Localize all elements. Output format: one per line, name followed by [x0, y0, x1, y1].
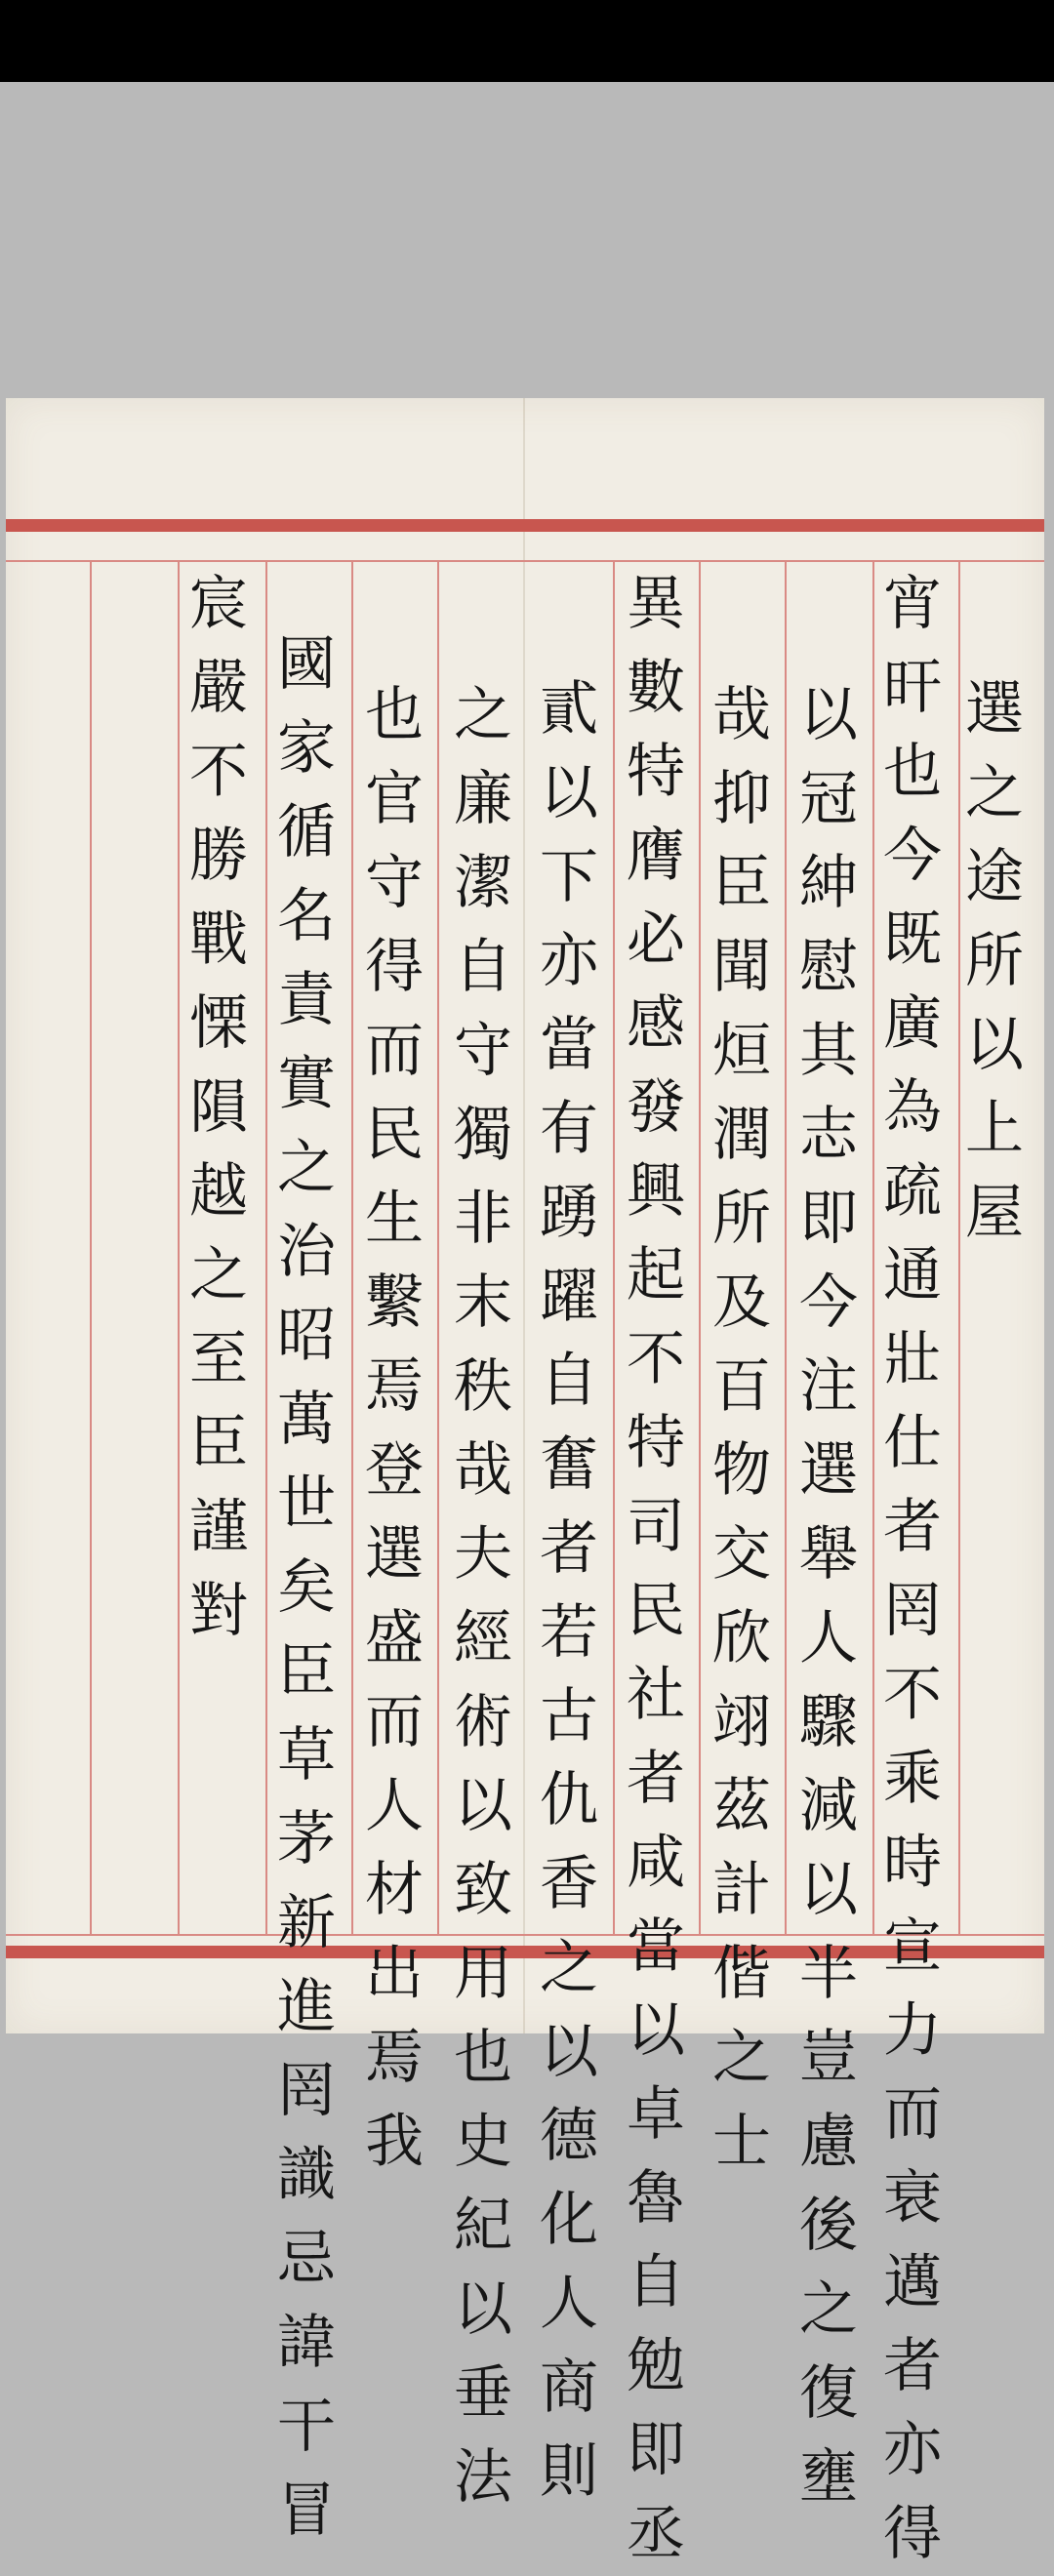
- character: 感: [627, 989, 685, 1058]
- top-red-band: [6, 519, 1044, 532]
- text-column: [883, 562, 942, 2576]
- character: 垂: [454, 2359, 512, 2428]
- text-column: [540, 667, 598, 2514]
- character: 貳: [540, 675, 598, 744]
- character: 家: [277, 714, 336, 783]
- character: 諱: [277, 2309, 336, 2377]
- character: 交: [712, 1520, 771, 1589]
- character: 欣: [712, 1604, 771, 1672]
- character: 材: [365, 1856, 424, 1924]
- character: 異: [627, 570, 685, 638]
- character: 秩: [454, 1352, 512, 1421]
- character: 百: [712, 1352, 771, 1421]
- character: 人: [365, 1772, 424, 1840]
- character: 衰: [883, 2164, 942, 2233]
- column-rule: [265, 562, 267, 1936]
- character: 夫: [454, 1520, 512, 1589]
- character: 經: [454, 1604, 512, 1672]
- character: 廉: [454, 765, 512, 833]
- character: 士: [712, 2108, 771, 2176]
- character: 末: [454, 1268, 512, 1337]
- character: 致: [454, 1856, 512, 1924]
- character: 特: [627, 1409, 685, 1477]
- character: 屋: [965, 1179, 1024, 1247]
- character: 責: [277, 966, 336, 1034]
- character: 魯: [627, 2164, 685, 2233]
- character: 冠: [799, 765, 858, 833]
- character: 力: [883, 1996, 942, 2065]
- character: 之: [712, 2024, 771, 2092]
- character: 旰: [883, 654, 942, 722]
- character: 邁: [883, 2248, 942, 2316]
- character: 下: [540, 843, 598, 911]
- character: 通: [883, 1241, 942, 1309]
- character: 選: [965, 675, 1024, 744]
- character: 守: [365, 849, 424, 917]
- text-column: [365, 673, 424, 2184]
- character: 物: [712, 1436, 771, 1505]
- character: 及: [712, 1268, 771, 1337]
- column-rule: [699, 562, 701, 1936]
- character: 以: [540, 2018, 598, 2086]
- character: 慮: [799, 2108, 858, 2176]
- character: 發: [627, 1073, 685, 1142]
- column-rule: [613, 562, 615, 1936]
- column-rule: [958, 562, 960, 1936]
- character: 今: [799, 1268, 858, 1337]
- character: 烜: [712, 1017, 771, 1085]
- character: 紳: [799, 849, 858, 917]
- character: 謹: [189, 1493, 248, 1561]
- character: 自: [627, 2248, 685, 2316]
- character: 之: [965, 759, 1024, 827]
- character: 非: [454, 1185, 512, 1253]
- character: 復: [799, 2359, 858, 2428]
- character: 以: [965, 1011, 1024, 1079]
- character: 上: [965, 1095, 1024, 1163]
- text-column: [627, 562, 685, 2576]
- character: 咸: [627, 1829, 685, 1897]
- character: 史: [454, 2108, 512, 2176]
- text-column: [277, 623, 336, 2553]
- character: 乘: [883, 1745, 942, 1813]
- character: 後: [799, 2192, 858, 2260]
- character: 草: [277, 1721, 336, 1790]
- character: 世: [277, 1469, 336, 1538]
- character: 民: [365, 1101, 424, 1169]
- character: 即: [627, 2416, 685, 2484]
- character: 慰: [799, 933, 858, 1001]
- character: 以: [454, 1772, 512, 1840]
- character: 抑: [712, 765, 771, 833]
- character: 人: [540, 2270, 598, 2338]
- character: 翊: [712, 1688, 771, 1756]
- character: 宵: [883, 570, 942, 638]
- character: 罔: [883, 1577, 942, 1645]
- character: 疏: [883, 1157, 942, 1226]
- character: 哉: [712, 681, 771, 749]
- character: 途: [965, 843, 1024, 911]
- character: 也: [883, 738, 942, 806]
- column-rule: [785, 562, 787, 1936]
- character: 則: [540, 2437, 598, 2506]
- character: 臣: [189, 1409, 248, 1477]
- character: 其: [799, 1017, 858, 1085]
- character: 有: [540, 1095, 598, 1163]
- character: 所: [712, 1185, 771, 1253]
- character: 而: [365, 1017, 424, 1085]
- character: 進: [277, 1973, 336, 2041]
- character: 法: [454, 2443, 512, 2512]
- character: 而: [365, 1688, 424, 1756]
- character: 潔: [454, 849, 512, 917]
- character: 慄: [189, 989, 248, 1058]
- character: 忌: [277, 2225, 336, 2293]
- character: 茅: [277, 1805, 336, 1873]
- character: 識: [277, 2141, 336, 2209]
- character: 計: [712, 1856, 771, 1924]
- column-rule: [872, 562, 874, 1936]
- page-fold: [523, 398, 525, 2033]
- character: 以: [799, 1856, 858, 1924]
- character: 出: [365, 1940, 424, 2008]
- text-column: [799, 673, 858, 2519]
- character: 減: [799, 1772, 858, 1840]
- character: 潤: [712, 1101, 771, 1169]
- character: 自: [540, 1347, 598, 1415]
- character: 之: [799, 2275, 858, 2344]
- character: 壯: [883, 1325, 942, 1393]
- character: 特: [627, 738, 685, 806]
- character: 實: [277, 1050, 336, 1118]
- character: 司: [627, 1493, 685, 1561]
- character: 守: [454, 1017, 512, 1085]
- character: 當: [627, 1912, 685, 1981]
- character: 仕: [883, 1409, 942, 1477]
- character: 戰: [189, 906, 248, 974]
- character: 以: [627, 1996, 685, 2065]
- character: 繫: [365, 1268, 424, 1337]
- character: 以: [540, 759, 598, 827]
- character: 數: [627, 654, 685, 722]
- character: 志: [799, 1101, 858, 1169]
- character: 偕: [712, 1940, 771, 2008]
- character: 亦: [883, 2416, 942, 2484]
- character: 仇: [540, 1766, 598, 1834]
- character: 紀: [454, 2192, 512, 2260]
- character: 社: [627, 1661, 685, 1729]
- character: 矣: [277, 1553, 336, 1622]
- column-rule: [178, 562, 180, 1936]
- character: 以: [799, 681, 858, 749]
- character: 聞: [712, 933, 771, 1001]
- character: 臣: [712, 849, 771, 917]
- character: 不: [189, 738, 248, 806]
- character: 干: [277, 2393, 336, 2461]
- character: 名: [277, 882, 336, 950]
- character: 對: [189, 1577, 248, 1645]
- character: 者: [627, 1745, 685, 1813]
- character: 既: [883, 906, 942, 974]
- character: 宣: [883, 1912, 942, 1981]
- character: 自: [454, 933, 512, 1001]
- character: 至: [189, 1325, 248, 1393]
- character: 勝: [189, 822, 248, 890]
- character: 登: [365, 1436, 424, 1505]
- character: 者: [883, 2332, 942, 2400]
- character: 術: [454, 1688, 512, 1756]
- character: 焉: [365, 1352, 424, 1421]
- character: 選: [365, 1520, 424, 1589]
- character: 興: [627, 1157, 685, 1226]
- character: 即: [799, 1185, 858, 1253]
- character: 勉: [627, 2332, 685, 2400]
- character: 舉: [799, 1520, 858, 1589]
- character: 壅: [799, 2443, 858, 2512]
- character: 嚴: [189, 654, 248, 722]
- character: 茲: [712, 1772, 771, 1840]
- character: 得: [883, 2500, 942, 2568]
- character: 奮: [540, 1430, 598, 1499]
- character: 丞: [627, 2500, 685, 2568]
- character: 今: [883, 822, 942, 890]
- character: 德: [540, 2102, 598, 2170]
- character: 半: [799, 1940, 858, 2008]
- character: 必: [627, 906, 685, 974]
- character: 亦: [540, 927, 598, 995]
- character: 也: [454, 2024, 512, 2092]
- character: 循: [277, 798, 336, 866]
- status-bar: [0, 0, 1054, 82]
- character: 宸: [189, 570, 248, 638]
- text-column: [712, 673, 771, 2184]
- character: 以: [454, 2275, 512, 2344]
- character: 踴: [540, 1179, 598, 1247]
- character: 驟: [799, 1688, 858, 1756]
- character: 所: [965, 927, 1024, 995]
- character: 昭: [277, 1302, 336, 1370]
- character: 而: [883, 2080, 942, 2149]
- character: 之: [277, 1134, 336, 1202]
- character: 躍: [540, 1263, 598, 1331]
- character: 古: [540, 1682, 598, 1751]
- character: 起: [627, 1241, 685, 1309]
- text-column: [189, 562, 248, 1653]
- character: 若: [540, 1598, 598, 1667]
- character: 豈: [799, 2024, 858, 2092]
- character: 之: [454, 681, 512, 749]
- character: 臣: [277, 1637, 336, 1706]
- character: 冒: [277, 2476, 336, 2545]
- character: 用: [454, 1940, 512, 2008]
- character: 國: [277, 630, 336, 699]
- character: 民: [627, 1577, 685, 1645]
- character: 廣: [883, 989, 942, 1058]
- character: 不: [883, 1661, 942, 1729]
- character: 生: [365, 1185, 424, 1253]
- character: 新: [277, 1889, 336, 1957]
- character: 萬: [277, 1386, 336, 1454]
- column-rule: [437, 562, 439, 1936]
- character: 不: [627, 1325, 685, 1393]
- column-rule: [351, 562, 353, 1936]
- character: 治: [277, 1218, 336, 1286]
- character: 選: [799, 1436, 858, 1505]
- character: 哉: [454, 1436, 512, 1505]
- character: 官: [365, 765, 424, 833]
- character: 隕: [189, 1073, 248, 1142]
- character: 焉: [365, 2024, 424, 2092]
- column-rule: [90, 562, 92, 1936]
- character: 當: [540, 1011, 598, 1079]
- text-column: [454, 673, 512, 2519]
- character: 香: [540, 1850, 598, 1918]
- character: 我: [365, 2108, 424, 2176]
- character: 獨: [454, 1101, 512, 1169]
- character: 人: [799, 1604, 858, 1672]
- text-column: [965, 667, 1024, 1255]
- character: 之: [540, 1934, 598, 2002]
- character: 化: [540, 2186, 598, 2254]
- character: 罔: [277, 2057, 336, 2125]
- character: 時: [883, 1829, 942, 1897]
- character: 得: [365, 933, 424, 1001]
- character: 商: [540, 2354, 598, 2422]
- character: 為: [883, 1073, 942, 1142]
- character: 卓: [627, 2080, 685, 2149]
- character: 注: [799, 1352, 858, 1421]
- character: 者: [540, 1514, 598, 1583]
- character: 者: [883, 1493, 942, 1561]
- character: 盛: [365, 1604, 424, 1672]
- character: 膺: [627, 822, 685, 890]
- character: 越: [189, 1157, 248, 1226]
- character: 之: [189, 1241, 248, 1309]
- character: 也: [365, 681, 424, 749]
